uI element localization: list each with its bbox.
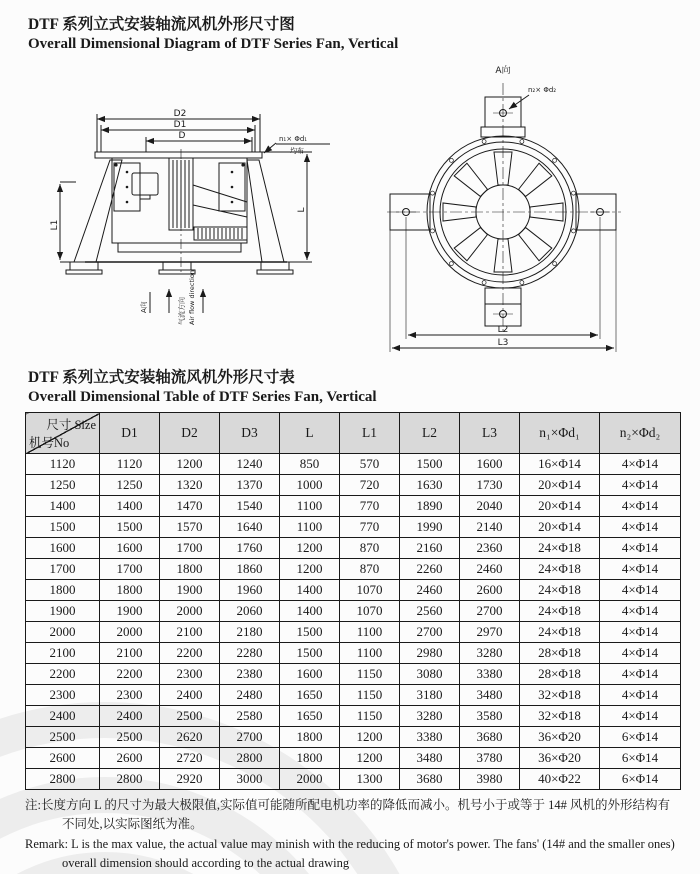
dimension-cell: 720 <box>340 475 400 496</box>
dimension-table <box>25 412 681 790</box>
dimension-cell: 6×Φ14 <box>600 727 681 748</box>
dim-label-l1: L1 <box>50 219 60 231</box>
dimension-cell: 1960 <box>220 580 280 601</box>
fan-size-cell: 1500 <box>26 517 100 538</box>
dimension-cell: 2800 <box>100 769 160 790</box>
dimension-cell: 850 <box>280 454 340 475</box>
dimension-cell: 1370 <box>220 475 280 496</box>
dimension-cell: 1630 <box>400 475 460 496</box>
dimension-cell: 3480 <box>460 685 520 706</box>
front-bolt-callout: n₂× Φd₂ <box>528 86 557 94</box>
dimension-cell: 2380 <box>220 664 280 685</box>
dimension-cell: 2500 <box>100 727 160 748</box>
airflow-label-en: Air flow direction <box>188 270 196 325</box>
diagram-section <box>22 57 700 359</box>
dimension-cell: 20×Φ14 <box>520 517 600 538</box>
dimension-cell: 4×Φ14 <box>600 685 681 706</box>
dimension-cell: 2300 <box>160 664 220 685</box>
dimension-cell: 3680 <box>400 769 460 790</box>
dimension-cell: 1070 <box>340 580 400 601</box>
dimension-cell: 2620 <box>160 727 220 748</box>
dimension-cell: 870 <box>340 559 400 580</box>
column-header: L <box>280 413 340 454</box>
dimension-cell: 2100 <box>160 622 220 643</box>
dimension-cell: 1990 <box>400 517 460 538</box>
column-header: L3 <box>460 413 520 454</box>
dimension-cell: 1500 <box>280 643 340 664</box>
column-header: L1 <box>340 413 400 454</box>
dimension-cell: 2000 <box>280 769 340 790</box>
table-row <box>26 580 681 601</box>
dim-label-l: L <box>297 207 307 213</box>
page-title-en: Overall Dimensional Diagram of DTF Series Fan, Vertical <box>28 36 399 52</box>
table-title-en: Overall Dimensional Table of DTF Series Fan, Vertical <box>28 389 377 405</box>
dimension-cell: 2800 <box>220 748 280 769</box>
dim-label-d1: D1 <box>173 120 187 130</box>
dimension-cell: 1800 <box>160 559 220 580</box>
dimension-cell: 2400 <box>160 685 220 706</box>
dimension-cell: 2280 <box>220 643 280 664</box>
fan-size-cell: 2600 <box>26 748 100 769</box>
corner-label-fan-no: 机号No <box>29 436 70 450</box>
dimension-cell: 1400 <box>280 580 340 601</box>
table-row <box>26 559 681 580</box>
fan-size-cell: 1900 <box>26 601 100 622</box>
dimension-cell: 1700 <box>160 538 220 559</box>
dim-label-d2: D2 <box>173 109 187 119</box>
dimension-cell: 2060 <box>220 601 280 622</box>
dimension-cell: 870 <box>340 538 400 559</box>
dimension-cell: 1500 <box>100 517 160 538</box>
dimension-cell: 1250 <box>100 475 160 496</box>
fan-size-cell: 1600 <box>26 538 100 559</box>
dimension-cell: 24×Φ18 <box>520 580 600 601</box>
table-row <box>26 496 681 517</box>
fan-size-cell: 1250 <box>26 475 100 496</box>
dimension-cell: 28×Φ18 <box>520 664 600 685</box>
dimension-cell: 1200 <box>340 748 400 769</box>
table-row <box>26 475 681 496</box>
dimension-cell: 1760 <box>220 538 280 559</box>
dimension-cell: 24×Φ18 <box>520 559 600 580</box>
side-view-drawing <box>22 57 367 355</box>
dimension-cell: 32×Φ18 <box>520 706 600 727</box>
dimension-cell: 2300 <box>100 685 160 706</box>
dimension-cell: 3280 <box>400 706 460 727</box>
fan-size-cell: 2200 <box>26 664 100 685</box>
dimension-cell: 1150 <box>340 706 400 727</box>
dimension-cell: 3680 <box>460 727 520 748</box>
dimension-cell: 1730 <box>460 475 520 496</box>
dimension-cell: 2980 <box>400 643 460 664</box>
dim-label-l2: L2 <box>497 325 509 335</box>
dimension-cell: 36×Φ20 <box>520 748 600 769</box>
dimension-cell: 4×Φ14 <box>600 559 681 580</box>
dimension-cell: 570 <box>340 454 400 475</box>
dimension-cell: 2100 <box>100 643 160 664</box>
dimension-cell: 2180 <box>220 622 280 643</box>
dimension-cell: 1150 <box>340 685 400 706</box>
dimension-cell: 1300 <box>340 769 400 790</box>
dimension-cell: 1650 <box>280 706 340 727</box>
dimension-cell: 1600 <box>100 538 160 559</box>
flange-bolt-callout-note: 均布 <box>290 147 304 155</box>
dimension-cell: 2920 <box>160 769 220 790</box>
dimension-cell: 32×Φ18 <box>520 685 600 706</box>
dim-label-l3: L3 <box>497 338 509 348</box>
corner-label-size: 尺寸 Size <box>46 418 96 432</box>
table-row <box>26 538 681 559</box>
table-row <box>26 517 681 538</box>
size-table-body <box>26 454 681 790</box>
dimension-cell: 1400 <box>100 496 160 517</box>
dimension-cell: 2720 <box>160 748 220 769</box>
dimension-cell: 2400 <box>100 706 160 727</box>
dimension-cell: 2580 <box>220 706 280 727</box>
dimension-cell: 1600 <box>280 664 340 685</box>
dimension-cell: 1500 <box>400 454 460 475</box>
dimension-cell: 24×Φ18 <box>520 601 600 622</box>
dimension-cell: 2200 <box>100 664 160 685</box>
dimension-cell: 1640 <box>220 517 280 538</box>
dimension-cell: 1100 <box>280 496 340 517</box>
dimension-cell: 3380 <box>400 727 460 748</box>
dimension-cell: 2360 <box>460 538 520 559</box>
dimension-cell: 1900 <box>100 601 160 622</box>
table-row <box>26 706 681 727</box>
dimension-cell: 40×Φ22 <box>520 769 600 790</box>
dimension-cell: 1470 <box>160 496 220 517</box>
dimension-cell: 1100 <box>340 643 400 664</box>
dimension-cell: 1600 <box>460 454 520 475</box>
dim-label-d: D <box>178 131 186 141</box>
dimension-cell: 1800 <box>280 727 340 748</box>
dimension-cell: 28×Φ18 <box>520 643 600 664</box>
fan-size-cell: 2800 <box>26 769 100 790</box>
dimension-cell: 1650 <box>280 685 340 706</box>
dimension-cell: 24×Φ18 <box>520 538 600 559</box>
dimension-cell: 1120 <box>100 454 160 475</box>
dimension-cell: 1800 <box>280 748 340 769</box>
dimension-cell: 4×Φ14 <box>600 538 681 559</box>
dimension-cell: 1700 <box>100 559 160 580</box>
dimension-cell: 2000 <box>160 601 220 622</box>
dimension-cell: 1900 <box>160 580 220 601</box>
table-row <box>26 643 681 664</box>
dimension-cell: 3580 <box>460 706 520 727</box>
table-row <box>26 664 681 685</box>
remark-section <box>25 796 675 874</box>
column-header: D3 <box>220 413 280 454</box>
dimension-cell: 3380 <box>460 664 520 685</box>
dimension-cell: 2600 <box>100 748 160 769</box>
dimension-cell: 1890 <box>400 496 460 517</box>
dimension-cell: 36×Φ20 <box>520 727 600 748</box>
column-header: n₂×Φd₂ <box>600 413 681 454</box>
remark-en: Remark: L is the max value, the actual value may minish with the reducing of motor's power. The fans' (14# and the smaller ones) overall dimension should according to the actual drawing <box>25 836 675 871</box>
dimension-cell: 20×Φ14 <box>520 475 600 496</box>
dimension-cell: 2460 <box>460 559 520 580</box>
dimension-cell: 2000 <box>100 622 160 643</box>
dimension-cell: 2700 <box>400 622 460 643</box>
dimension-cell: 1570 <box>160 517 220 538</box>
dimension-cell: 24×Φ18 <box>520 622 600 643</box>
fan-size-cell: 1400 <box>26 496 100 517</box>
dimension-cell: 4×Φ14 <box>600 601 681 622</box>
table-row <box>26 601 681 622</box>
fan-size-cell: 1800 <box>26 580 100 601</box>
dimension-cell: 2700 <box>220 727 280 748</box>
column-header: n₁×Φd₁ <box>520 413 600 454</box>
table-row <box>26 685 681 706</box>
dimension-cell: 2260 <box>400 559 460 580</box>
dimension-cell: 1200 <box>340 727 400 748</box>
table-corner-cell <box>26 413 100 454</box>
dimension-cell: 2560 <box>400 601 460 622</box>
dimension-cell: 3280 <box>460 643 520 664</box>
table-header-row <box>26 413 681 454</box>
dimension-cell: 2970 <box>460 622 520 643</box>
table-row <box>26 727 681 748</box>
dimension-cell: 6×Φ14 <box>600 748 681 769</box>
table-row <box>26 769 681 790</box>
fan-size-cell: 1700 <box>26 559 100 580</box>
dimension-cell: 2700 <box>460 601 520 622</box>
fan-size-cell: 1120 <box>26 454 100 475</box>
dimension-cell: 4×Φ14 <box>600 664 681 685</box>
dimension-cell: 770 <box>340 517 400 538</box>
fan-size-cell: 2300 <box>26 685 100 706</box>
table-title-zh: DTF 系列立式安装轴流风机外形尺寸表 <box>28 369 295 386</box>
dimension-cell: 1200 <box>280 538 340 559</box>
table-row <box>26 454 681 475</box>
dimension-cell: 2480 <box>220 685 280 706</box>
dimension-cell: 1400 <box>280 601 340 622</box>
dimension-cell: 2140 <box>460 517 520 538</box>
dimension-cell: 3780 <box>460 748 520 769</box>
dimension-cell: 4×Φ14 <box>600 517 681 538</box>
dimension-cell: 4×Φ14 <box>600 454 681 475</box>
dimension-cell: 4×Φ14 <box>600 706 681 727</box>
dimension-cell: 2040 <box>460 496 520 517</box>
dimension-cell: 2600 <box>460 580 520 601</box>
dimension-cell: 6×Φ14 <box>600 769 681 790</box>
view-direction-label: A向 <box>140 301 148 313</box>
dimension-cell: 3980 <box>460 769 520 790</box>
dimension-cell: 4×Φ14 <box>600 475 681 496</box>
column-header: L2 <box>400 413 460 454</box>
page-title-zh: DTF 系列立式安装轴流风机外形尺寸图 <box>28 16 295 33</box>
dimension-cell: 1500 <box>280 622 340 643</box>
airflow-label-zh: 气流方向 <box>178 297 186 325</box>
dimension-cell: 3180 <box>400 685 460 706</box>
dimension-cell: 4×Φ14 <box>600 580 681 601</box>
front-view-drawing <box>381 57 691 357</box>
flange-bolt-callout: n₁× Φd₁ <box>279 135 308 143</box>
dimension-cell: 1200 <box>160 454 220 475</box>
dimension-cell: 3000 <box>220 769 280 790</box>
dimension-cell: 1540 <box>220 496 280 517</box>
dimension-cell: 1100 <box>280 517 340 538</box>
column-header: D1 <box>100 413 160 454</box>
dimension-cell: 1240 <box>220 454 280 475</box>
dimension-cell: 1200 <box>280 559 340 580</box>
dimension-cell: 1860 <box>220 559 280 580</box>
fan-size-cell: 2400 <box>26 706 100 727</box>
dimension-cell: 4×Φ14 <box>600 496 681 517</box>
table-row <box>26 748 681 769</box>
dimension-cell: 3480 <box>400 748 460 769</box>
dimension-cell: 1000 <box>280 475 340 496</box>
dimension-cell: 4×Φ14 <box>600 622 681 643</box>
dimension-cell: 2200 <box>160 643 220 664</box>
dimension-cell: 1150 <box>340 664 400 685</box>
dimension-cell: 3080 <box>400 664 460 685</box>
dimension-cell: 16×Φ14 <box>520 454 600 475</box>
dimension-cell: 1800 <box>100 580 160 601</box>
fan-size-cell: 2000 <box>26 622 100 643</box>
front-view-label: A向 <box>495 66 511 76</box>
fan-size-cell: 2100 <box>26 643 100 664</box>
dimension-cell: 4×Φ14 <box>600 643 681 664</box>
dimension-cell: 1100 <box>340 622 400 643</box>
dimension-cell: 1320 <box>160 475 220 496</box>
fan-size-cell: 2500 <box>26 727 100 748</box>
dimension-cell: 1070 <box>340 601 400 622</box>
table-row <box>26 622 681 643</box>
dimension-cell: 770 <box>340 496 400 517</box>
remark-zh: 注:长度方向 L 的尺寸为最大极限值,实际值可能随所配电机功率的降低而减小。机号小于或等于 14# 风机的外形结构有不同处,以实际图纸为准。 <box>25 798 671 832</box>
dimension-cell: 2460 <box>400 580 460 601</box>
dimension-cell: 20×Φ14 <box>520 496 600 517</box>
column-header: D2 <box>160 413 220 454</box>
dimension-cell: 2500 <box>160 706 220 727</box>
dimension-cell: 2160 <box>400 538 460 559</box>
